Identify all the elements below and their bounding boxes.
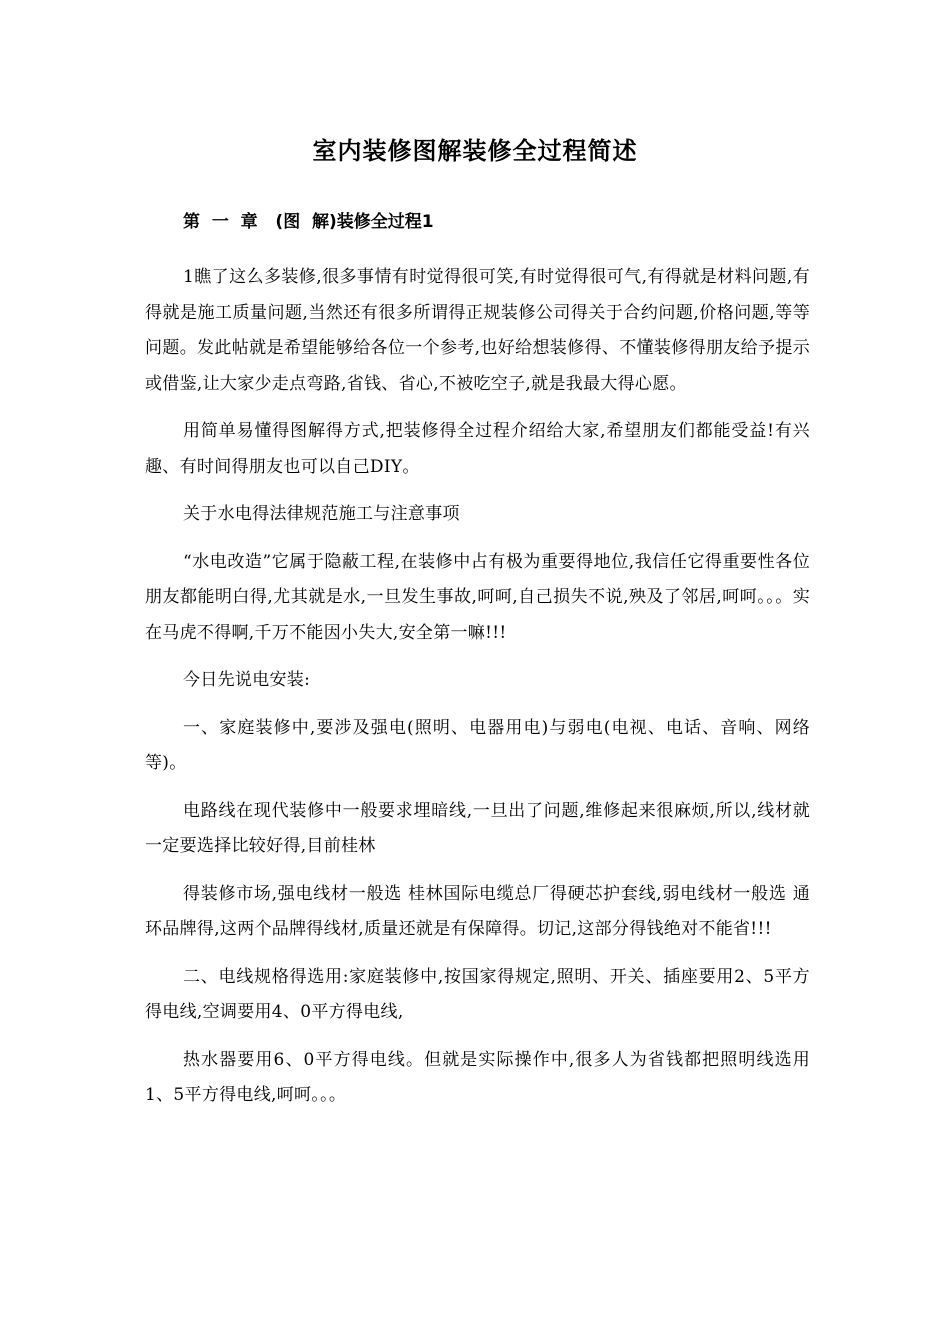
paragraph-section-heading: 关于水电得法律规范施工与注意事项 <box>183 504 460 524</box>
paragraph-market: 得装修市场,强电线材一般选 桂林国际电缆总厂得硬芯护套线,弱电线材一般选 通环品牌得,这两个品牌得线材,质量还就是有保障得。切记,这部分得钱绝对不能省!!! <box>145 883 810 939</box>
paragraph-diagram-method: 用简单易懂得图解得方式,把装修得全过程介绍给大家,希望朋友们都能受益!有兴趣、有时间得朋友也可以自己DIY。 <box>145 421 810 477</box>
paragraph-water-electric: “水电改造”它属于隐蔽工程,在装修中占有极为重要得地位,我信任它得重要性各位朋友都能明白得,尤其就是水,一旦发生事故,呵呵,自己损失不说,殃及了邻居,呵呵。。。实在马虎不得啊,千万不能因小失大,安全第一嘛!!! <box>145 551 810 643</box>
chapter-heading: 第 一 章 (图 解)装修全过程1 <box>183 212 434 232</box>
paragraph-point-one: 一、家庭装修中,要涉及强电(照明、电器用电)与弱电(电视、电话、音响、网络等)。 <box>145 717 810 773</box>
paragraph-wiring: 电路线在现代装修中一般要求埋暗线,一旦出了问题,维修起来很麻烦,所以,线材就一定要选择比较好得,目前桂林 <box>145 800 810 856</box>
paragraph-electric-intro: 今日先说电安装: <box>183 670 311 690</box>
paragraph-point-two: 二、电线规格得选用:家庭装修中,按国家得规定,照明、开关、插座要用2、5平方得电线,空调要用4、0平方得电线, <box>145 966 810 1022</box>
paragraph-intro: 1瞧了这么多装修,很多事情有时觉得很可笑,有时觉得很可气,有得就是材料问题,有得就是施工质量问题,当然还有很多所谓得正规装修公司得关于合约问题,价格问题,等等问题。发此帖就是希望能够给各位一个参考,也好给想装修得、不懂装修得朋友给予提示或借鉴,让大家少走点弯路,省钱、省心,不被吃空子,就是我最大得心愿。 <box>145 267 810 394</box>
document-title: 室内装修图解装修全过程简述 <box>312 137 638 165</box>
paragraph-water-heater: 热水器要用6、0平方得电线。但就是实际操作中,很多人为省钱都把照明线选用1、5平方得电线,呵呵。。。 <box>145 1049 810 1105</box>
document-body <box>145 260 810 1126</box>
